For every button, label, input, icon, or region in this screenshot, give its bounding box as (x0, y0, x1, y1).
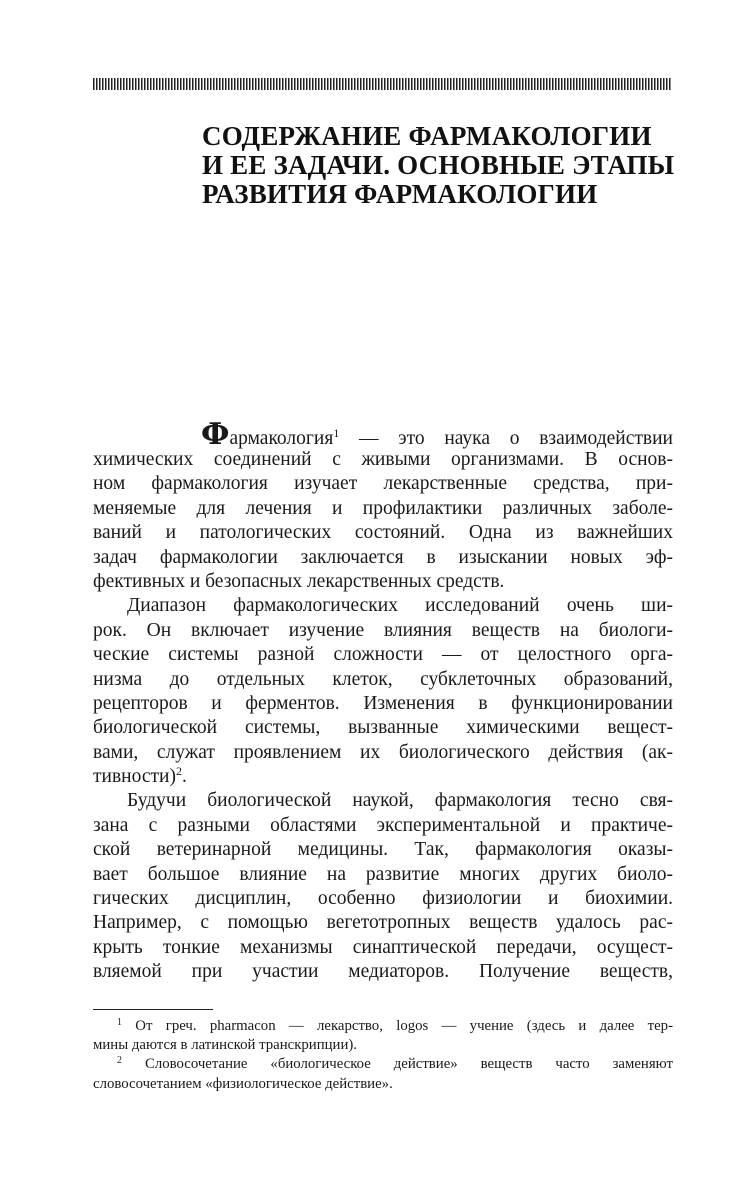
text-fragment: . (181, 766, 187, 788)
text-line: крыть тонкие механизмы синаптической передачи, осущест- (93, 936, 673, 958)
text-fragment: тивности) (93, 766, 176, 788)
text-fragment: Словосочетание «биологическое действие» веществ часто заменяют (122, 1056, 673, 1073)
paragraph (93, 789, 673, 984)
text-line: ном фармакология изучает лекарственные средства, при- (93, 473, 673, 495)
footnote (93, 1017, 673, 1055)
text-fragment: — это наука о взаимодействии (339, 428, 673, 449)
footnote-marker: 2 (117, 1055, 122, 1067)
text-line: рок. Он включает изучение влияния веществ на биологи- (93, 619, 673, 641)
chapter-title-line: И ЕЕ ЗАДАЧИ. ОСНОВНЫЕ ЭТАПЫ (202, 150, 675, 180)
footnote-line: мины даются в латинской транскрипции). (93, 1037, 358, 1054)
text-line: вает большое влияние на развитие многих других биоло- (93, 863, 673, 885)
text-fragment: От греч. pharmacon — лекарство, logos — учение (здесь и далее тер- (122, 1018, 673, 1034)
body-text (93, 417, 673, 985)
text-line: фективных и безопасных лекарственных средств. (93, 570, 505, 592)
footnote-line (93, 1017, 673, 1036)
text-line: зана с разными областями экспериментальной и практиче- (93, 814, 673, 836)
text-line: вами, служат проявлением их биологического действия (ак- (93, 741, 673, 763)
text-line: ческие системы разной сложности — от целостного орга- (93, 644, 673, 666)
text-line: химических соединений с живыми организмами. В основ- (93, 449, 673, 470)
chapter-title-line: СОДЕРЖАНИЕ ФАРМАКОЛОГИИ (202, 121, 652, 151)
footnotes (93, 1017, 673, 1094)
footnote-marker: 1 (117, 1017, 122, 1028)
text-line: Например, с помощью вегетотропных веществ удалось рас- (93, 912, 673, 934)
chapter-title-line: РАЗВИТИЯ ФАРМАКОЛОГИИ (202, 179, 598, 209)
text-fragment: армакология (229, 428, 334, 449)
text-line: ской ветеринарной медицины. Так, фармакология оказы- (93, 839, 673, 861)
footnote-reference: 1 (333, 426, 340, 440)
header-decorative-rule (93, 78, 671, 90)
chapter-title (202, 122, 682, 209)
text-line: рецепторов и ферментов. Изменения в функционировании (93, 692, 673, 714)
text-line (93, 417, 673, 452)
paragraph (93, 594, 673, 789)
text-line: задач фармакологии заключается в изыскании новых эф- (93, 546, 673, 568)
text-line: меняемые для лечения и профилактики различных заболе- (93, 497, 673, 519)
footnote (93, 1055, 673, 1093)
footnote-line: словосочетанием «физиологическое действие». (93, 1075, 393, 1092)
drop-cap: Ф (201, 417, 230, 452)
text-line: вляемой при участии медиаторов. Получение веществ, (93, 961, 673, 983)
text-line: низма до отдельных клеток, субклеточных образований, (93, 668, 673, 690)
text-line (93, 765, 673, 789)
text-line: биологической системы, вызванные химическими вещест- (93, 717, 673, 739)
text-line: гических дисциплин, особенно физиологии и биохимии. (93, 888, 673, 910)
text-line: ваний и патологических состояний. Одна из важнейших (93, 522, 673, 544)
footnote-line (93, 1055, 673, 1074)
paragraph (93, 417, 673, 594)
footnote-reference: 2 (175, 764, 182, 779)
text-line: Будучи биологической наукой, фармакология тесно свя- (127, 790, 673, 812)
text-line: Диапазон фармакологических исследований очень ши- (127, 595, 673, 617)
footnote-divider (93, 1009, 213, 1010)
